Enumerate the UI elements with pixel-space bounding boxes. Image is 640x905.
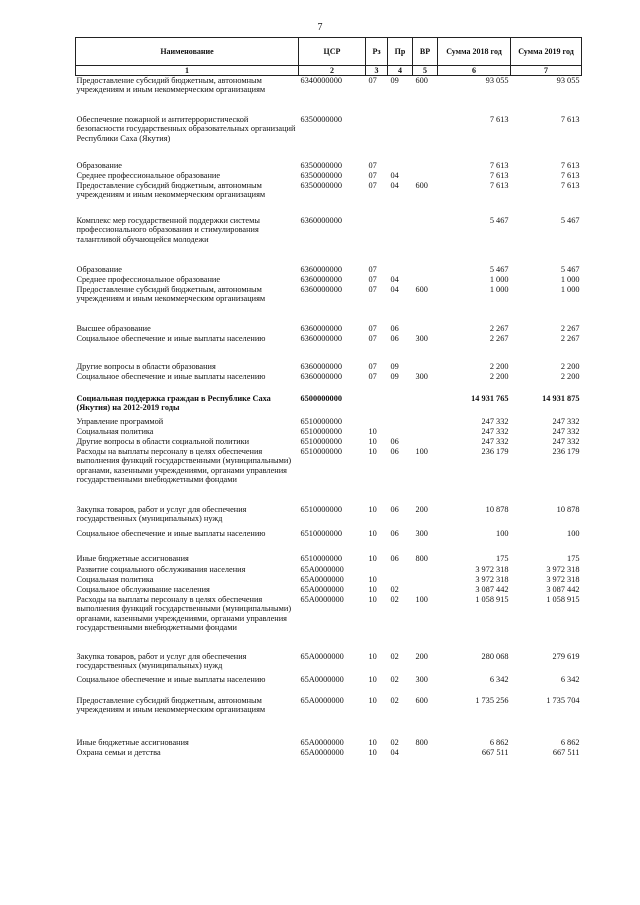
- table-row: [76, 362, 582, 372]
- cell-rz: 10: [368, 675, 377, 684]
- table-row: [76, 76, 582, 103]
- cell-rz: 10: [368, 554, 377, 563]
- row-spacer: [76, 642, 582, 652]
- cell-name: Обеспечение пожарной и антитеррористической безопасности государственных образовательных организаций Республики Саха (Якутия): [76, 115, 296, 143]
- column-number: 5: [413, 66, 438, 76]
- cell-name: Иные бюджетные ассигнования: [76, 554, 189, 563]
- cell-sum-2018: 6 342: [489, 675, 509, 684]
- cell-csr: 65А0000000: [300, 575, 344, 584]
- cell-pr: [388, 417, 413, 427]
- cell-name: Расходы на выплаты персоналу в целях обеспечения выполнения функций государственными (муниципальными) органами, казенными учреждениями, органами управления государственными внебюджетными фондами: [76, 447, 292, 484]
- cell-rz: 07: [368, 76, 377, 85]
- column-number-row: [76, 66, 582, 76]
- cell-csr: 6360000000: [300, 265, 342, 274]
- cell-rz: 07: [368, 372, 377, 381]
- cell-sum-2019: 247 332: [552, 417, 580, 426]
- row-spacer: [76, 253, 582, 265]
- cell-pr: [388, 216, 413, 253]
- cell-pr: 02: [390, 652, 399, 661]
- table-row: [76, 738, 582, 748]
- cell-sum-2018: 93 055: [485, 76, 509, 85]
- column-number: 1: [76, 66, 299, 76]
- cell-rz: 07: [368, 161, 377, 170]
- cell-sum-2018: 5 467: [489, 265, 509, 274]
- cell-pr: 02: [390, 738, 399, 747]
- table-row: [76, 417, 582, 427]
- table-row: [76, 265, 582, 275]
- cell-name: Предоставление субсидий бюджетным, автономным учреждениям и иным некоммерческим организациям: [76, 696, 266, 715]
- cell-pr: [388, 565, 413, 575]
- cell-name: Среднее профессиональное образование: [76, 171, 221, 180]
- cell-rz: [366, 565, 388, 575]
- table-body: [76, 76, 582, 759]
- cell-sum-2019: 1 000: [560, 285, 580, 294]
- cell-sum-2019: 6 862: [560, 738, 580, 747]
- cell-sum-2019: 1 735 704: [546, 696, 580, 705]
- cell-sum-2019: 10 878: [556, 505, 580, 514]
- cell-sum-2018: 3 972 318: [475, 575, 509, 584]
- row-spacer: [76, 355, 582, 362]
- cell-name: Социальное обеспечение и иные выплаты населению: [76, 334, 266, 343]
- cell-sum-2018: 667 511: [481, 748, 509, 757]
- cell-sum-2019: 1 000: [560, 275, 580, 284]
- cell-vr: [413, 417, 438, 427]
- cell-rz: 07: [368, 334, 377, 343]
- cell-sum-2018: 1 058 915: [475, 595, 509, 604]
- cell-sum-2019: 175: [567, 554, 580, 563]
- table-header-row: [76, 38, 582, 66]
- cell-sum-2019: 1 058 915: [546, 595, 580, 604]
- cell-pr: 04: [390, 171, 399, 180]
- cell-rz: 07: [368, 324, 377, 333]
- cell-sum-2019: 2 267: [560, 334, 580, 343]
- cell-pr: 06: [390, 505, 399, 514]
- spacer-cell: [76, 204, 582, 216]
- cell-sum-2019: 667 511: [552, 748, 580, 757]
- cell-name: Социальная политика: [76, 427, 154, 436]
- cell-vr: [413, 748, 438, 758]
- cell-csr: 65А0000000: [300, 748, 344, 757]
- table-row: [76, 372, 582, 390]
- cell-pr: 06: [390, 447, 399, 456]
- cell-name: Расходы на выплаты персоналу в целях обеспечения выполнения функций государственными (муниципальными) органами, казенными учреждениями, органами управления государственными внебюджетными фондами: [76, 595, 292, 632]
- cell-name: Развитие социального обслуживания населения: [76, 565, 246, 574]
- cell-rz: 10: [368, 585, 377, 594]
- cell-vr: 600: [415, 696, 428, 705]
- page-number: 7: [317, 22, 323, 33]
- cell-csr: 6510000000: [300, 554, 342, 563]
- cell-rz: 10: [368, 437, 377, 446]
- cell-pr: 04: [390, 181, 399, 190]
- cell-sum-2018: 3 972 318: [475, 565, 509, 574]
- row-spacer: [76, 204, 582, 216]
- cell-sum-2019: 7 613: [560, 181, 580, 190]
- cell-name: Охрана семьи и детства: [76, 748, 161, 757]
- cell-csr: 6510000000: [300, 417, 342, 426]
- cell-sum-2019: 3 972 318: [546, 575, 580, 584]
- cell-sum-2018: 1 000: [489, 285, 509, 294]
- cell-vr: [413, 585, 438, 595]
- cell-name: Закупка товаров, работ и услуг для обеспечения государственных (муниципальных) нужд: [76, 505, 247, 524]
- cell-sum-2018: 1 000: [489, 275, 509, 284]
- cell-sum-2018: 247 332: [481, 437, 509, 446]
- cell-vr: [413, 265, 438, 275]
- cell-csr: 6360000000: [300, 362, 342, 371]
- cell-sum-2018: 247 332: [481, 427, 509, 436]
- cell-vr: [413, 565, 438, 575]
- cell-rz: 10: [368, 595, 377, 604]
- cell-csr: 65А0000000: [300, 738, 344, 747]
- cell-name: Закупка товаров, работ и услуг для обеспечения государственных (муниципальных) нужд: [76, 652, 247, 671]
- cell-vr: [413, 216, 438, 253]
- spacer-cell: [76, 730, 582, 738]
- cell-name: Предоставление субсидий бюджетным, автономным учреждениям и иным некоммерческим организациям: [76, 285, 266, 304]
- table-row: [76, 595, 582, 642]
- table-row: [76, 115, 582, 152]
- table-row: [76, 748, 582, 758]
- cell-csr: 65А0000000: [300, 652, 344, 661]
- cell-name: Другие вопросы в области социальной политики: [76, 437, 250, 446]
- table-row: [76, 529, 582, 550]
- cell-sum-2018: 2 200: [489, 362, 509, 371]
- table-row: [76, 437, 582, 447]
- cell-vr: 300: [415, 675, 428, 684]
- spacer-cell: [76, 642, 582, 652]
- cell-rz: 07: [368, 171, 377, 180]
- cell-rz: 10: [368, 696, 377, 705]
- cell-pr: 06: [390, 334, 399, 343]
- cell-csr: 6340000000: [300, 76, 342, 85]
- header-csr: ЦСР: [299, 38, 366, 66]
- cell-sum-2019: 5 467: [560, 265, 580, 274]
- cell-pr: 09: [390, 372, 399, 381]
- cell-csr: 6510000000: [300, 427, 342, 436]
- cell-rz: 10: [368, 529, 377, 538]
- cell-sum-2019: 7 613: [560, 115, 580, 124]
- cell-csr: 6360000000: [300, 372, 342, 381]
- cell-rz: 10: [368, 748, 377, 757]
- table-row: [76, 427, 582, 437]
- cell-vr: 300: [415, 334, 428, 343]
- cell-pr: 04: [390, 748, 399, 757]
- cell-name: Социальное обеспечение и иные выплаты населению: [76, 372, 266, 381]
- cell-rz: 10: [368, 427, 377, 436]
- cell-name: Иные бюджетные ассигнования: [76, 738, 189, 747]
- cell-sum-2018: 7 613: [489, 181, 509, 190]
- cell-sum-2019: 3 972 318: [546, 565, 580, 574]
- cell-sum-2018: 6 862: [489, 738, 509, 747]
- table-row: [76, 275, 582, 285]
- cell-vr: 600: [415, 76, 428, 85]
- table-row: [76, 181, 582, 204]
- spacer-cell: [76, 102, 582, 115]
- spacer-cell: [76, 308, 582, 324]
- header-rz: Рз: [366, 38, 388, 66]
- cell-vr: 300: [415, 372, 428, 381]
- cell-csr: 65А0000000: [300, 696, 344, 705]
- cell-csr: 65А0000000: [300, 675, 344, 684]
- cell-sum-2018: 2 267: [489, 334, 509, 343]
- cell-csr: 6510000000: [300, 437, 342, 446]
- cell-rz: 07: [368, 275, 377, 284]
- cell-vr: 100: [415, 595, 428, 604]
- cell-csr: 6350000000: [300, 115, 342, 124]
- cell-sum-2019: 6 342: [560, 675, 580, 684]
- cell-name: Социальное обслуживание населения: [76, 585, 210, 594]
- cell-pr: 02: [390, 585, 399, 594]
- cell-name: Социальная политика: [76, 575, 154, 584]
- cell-csr: 65А0000000: [300, 585, 344, 594]
- cell-name: Социальная поддержка граждан в Республике Саха (Якутия) на 2012-2019 годы: [76, 394, 271, 413]
- cell-pr: 04: [390, 275, 399, 284]
- table-row: [76, 161, 582, 171]
- cell-sum-2018: 7 613: [489, 171, 509, 180]
- cell-vr: [413, 275, 438, 285]
- cell-sum-2019: 247 332: [552, 437, 580, 446]
- cell-rz: 10: [368, 447, 377, 456]
- header-name: Наименование: [76, 38, 299, 66]
- cell-vr: 200: [415, 652, 428, 661]
- cell-sum-2018: 7 613: [489, 115, 509, 124]
- header-sum-2018: Сумма 2018 год: [438, 38, 511, 66]
- cell-rz: [366, 417, 388, 427]
- table-row: [76, 324, 582, 334]
- column-number: 2: [299, 66, 366, 76]
- cell-csr: 6360000000: [300, 216, 342, 225]
- cell-vr: [413, 427, 438, 437]
- cell-sum-2019: 3 087 442: [546, 585, 580, 594]
- cell-rz: 10: [368, 738, 377, 747]
- header-pr: Пр: [388, 38, 413, 66]
- cell-sum-2018: 5 467: [489, 216, 509, 225]
- cell-pr: 02: [390, 696, 399, 705]
- cell-name: Предоставление субсидий бюджетным, автономным учреждениям и иным некоммерческим организациям: [76, 76, 266, 95]
- cell-rz: 10: [368, 652, 377, 661]
- table-row: [76, 565, 582, 575]
- cell-pr: [388, 265, 413, 275]
- cell-pr: [388, 394, 413, 417]
- table-row: [76, 285, 582, 308]
- cell-pr: 09: [390, 76, 399, 85]
- cell-vr: [413, 324, 438, 334]
- row-spacer: [76, 730, 582, 738]
- table-row: [76, 585, 582, 595]
- cell-sum-2019: 7 613: [560, 161, 580, 170]
- table-row: [76, 575, 582, 585]
- table-row: [76, 447, 582, 494]
- table-row: [76, 171, 582, 181]
- cell-pr: 02: [390, 675, 399, 684]
- cell-csr: 6360000000: [300, 324, 342, 333]
- cell-rz: [366, 394, 388, 417]
- cell-rz: [366, 115, 388, 152]
- cell-csr: 6350000000: [300, 161, 342, 170]
- table-row: [76, 675, 582, 696]
- cell-csr: 6360000000: [300, 285, 342, 294]
- cell-sum-2019: 5 467: [560, 216, 580, 225]
- cell-pr: 06: [390, 437, 399, 446]
- cell-pr: [388, 161, 413, 171]
- cell-name: Социальное обеспечение и иные выплаты населению: [76, 675, 266, 684]
- cell-sum-2018: 7 613: [489, 161, 509, 170]
- cell-vr: 200: [415, 505, 428, 514]
- cell-csr: 6350000000: [300, 171, 342, 180]
- cell-vr: 300: [415, 529, 428, 538]
- cell-sum-2019: 14 931 875: [542, 394, 580, 403]
- table-row: [76, 652, 582, 675]
- header-sum-2019: Сумма 2019 год: [511, 38, 582, 66]
- cell-vr: 100: [415, 447, 428, 456]
- column-number: 7: [511, 66, 582, 76]
- budget-table: [75, 37, 582, 758]
- table-row: [76, 334, 582, 355]
- cell-sum-2018: 10 878: [485, 505, 509, 514]
- cell-name: Управление программой: [76, 417, 164, 426]
- cell-pr: 09: [390, 362, 399, 371]
- spacer-cell: [76, 253, 582, 265]
- cell-vr: 600: [415, 285, 428, 294]
- row-spacer: [76, 102, 582, 115]
- cell-rz: 07: [368, 285, 377, 294]
- cell-csr: 6350000000: [300, 181, 342, 190]
- row-spacer: [76, 152, 582, 161]
- cell-rz: [366, 216, 388, 253]
- spacer-cell: [76, 355, 582, 362]
- cell-rz: 10: [368, 505, 377, 514]
- cell-pr: 02: [390, 595, 399, 604]
- cell-csr: 6360000000: [300, 275, 342, 284]
- table-row: [76, 554, 582, 565]
- cell-sum-2019: 279 619: [552, 652, 580, 661]
- cell-rz: 07: [368, 265, 377, 274]
- table-row: [76, 394, 582, 417]
- cell-vr: [413, 161, 438, 171]
- column-number: 6: [438, 66, 511, 76]
- cell-sum-2018: 3 087 442: [475, 585, 509, 594]
- cell-pr: [388, 115, 413, 152]
- cell-name: Среднее профессиональное образование: [76, 275, 221, 284]
- row-spacer: [76, 494, 582, 505]
- column-number: 3: [366, 66, 388, 76]
- cell-sum-2018: 1 735 256: [475, 696, 509, 705]
- cell-csr: 65А0000000: [300, 565, 344, 574]
- cell-vr: 800: [415, 738, 428, 747]
- cell-rz: 07: [368, 362, 377, 371]
- cell-vr: [413, 362, 438, 372]
- cell-sum-2018: 14 931 765: [471, 394, 509, 403]
- cell-sum-2018: 175: [496, 554, 509, 563]
- cell-pr: 06: [390, 529, 399, 538]
- cell-vr: 800: [415, 554, 428, 563]
- cell-sum-2018: 247 332: [481, 417, 509, 426]
- cell-sum-2018: 280 068: [481, 652, 509, 661]
- table-row: [76, 505, 582, 528]
- cell-sum-2018: 236 179: [481, 447, 509, 456]
- cell-sum-2019: 247 332: [552, 427, 580, 436]
- cell-sum-2019: 236 179: [552, 447, 580, 456]
- cell-vr: [413, 437, 438, 447]
- cell-sum-2019: 7 613: [560, 171, 580, 180]
- cell-vr: [413, 575, 438, 585]
- cell-name: Социальное обеспечение и иные выплаты населению: [76, 529, 266, 538]
- cell-sum-2019: 100: [567, 529, 580, 538]
- cell-pr: [388, 427, 413, 437]
- cell-vr: [413, 115, 438, 152]
- header-vr: ВР: [413, 38, 438, 66]
- cell-name: Другие вопросы в области образования: [76, 362, 216, 371]
- cell-csr: 65А0000000: [300, 595, 344, 604]
- row-spacer: [76, 308, 582, 324]
- table-row: [76, 216, 582, 253]
- cell-sum-2018: 2 200: [489, 372, 509, 381]
- cell-rz: 10: [368, 575, 377, 584]
- cell-pr: [388, 575, 413, 585]
- cell-sum-2019: 2 200: [560, 372, 580, 381]
- cell-csr: 6500000000: [300, 394, 342, 403]
- cell-csr: 6510000000: [300, 529, 342, 538]
- column-number: 4: [388, 66, 413, 76]
- cell-name: Высшее образование: [76, 324, 151, 333]
- cell-name: Образование: [76, 161, 122, 170]
- cell-vr: [413, 394, 438, 417]
- cell-name: Образование: [76, 265, 122, 274]
- cell-vr: [413, 171, 438, 181]
- cell-vr: 600: [415, 181, 428, 190]
- cell-csr: 6510000000: [300, 505, 342, 514]
- spacer-cell: [76, 152, 582, 161]
- cell-sum-2018: 2 267: [489, 324, 509, 333]
- cell-csr: 6510000000: [300, 447, 342, 456]
- cell-csr: 6360000000: [300, 334, 342, 343]
- cell-name: Предоставление субсидий бюджетным, автономным учреждениям и иным некоммерческим организациям: [76, 181, 266, 200]
- cell-pr: 06: [390, 554, 399, 563]
- cell-rz: 07: [368, 181, 377, 190]
- cell-sum-2019: 2 200: [560, 362, 580, 371]
- spacer-cell: [76, 494, 582, 505]
- cell-sum-2018: 100: [496, 529, 509, 538]
- cell-pr: 04: [390, 285, 399, 294]
- cell-name: Комплекс мер государственной поддержки системы профессионального образования и стимулирования талантливой обучающейся молодежи: [76, 216, 260, 244]
- cell-pr: 06: [390, 324, 399, 333]
- cell-sum-2019: 2 267: [560, 324, 580, 333]
- table-row: [76, 696, 582, 730]
- cell-sum-2019: 93 055: [556, 76, 580, 85]
